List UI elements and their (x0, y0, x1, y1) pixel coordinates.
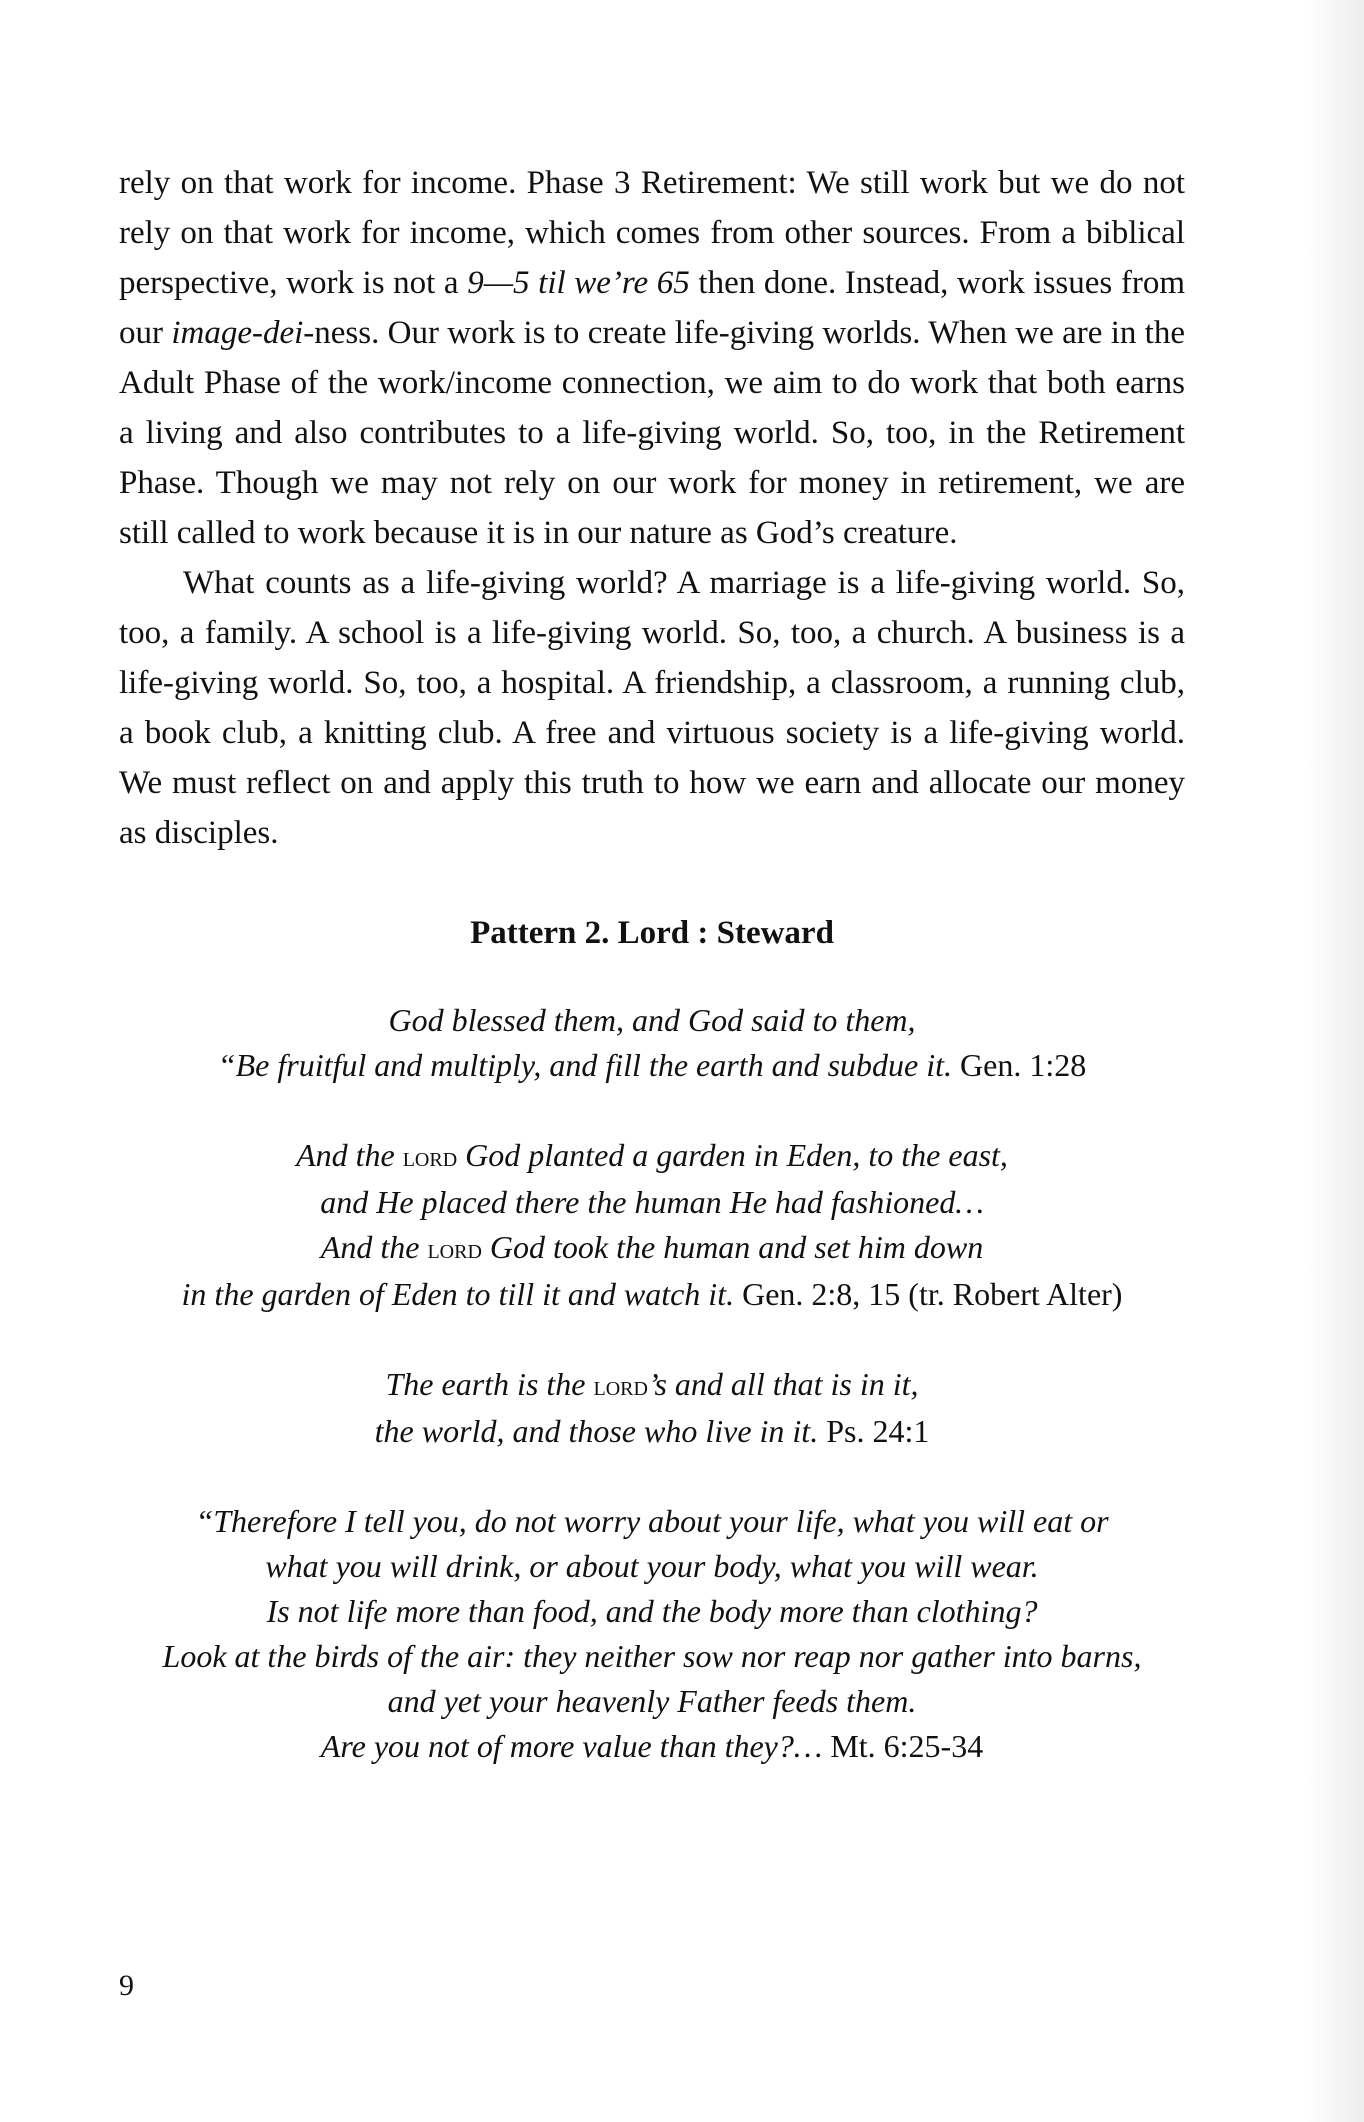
paragraph-work-phases (119, 158, 1185, 558)
small-caps-lord: lord (427, 1233, 482, 1265)
quote-line: And the lord God planted a garden in Eden, to the east, (296, 1137, 1008, 1173)
quote-line: in the garden of Eden to till it and watch it. Gen. 2:8, 15 (tr. Robert Alter) (181, 1276, 1123, 1312)
quote-line: “Therefore I tell you, do not worry about your life, what you will eat or (195, 1503, 1109, 1539)
quote-line: Look at the birds of the air: they neither sow nor reap nor gather into barns, (162, 1638, 1142, 1674)
quote-line: Is not life more than food, and the body more than clothing? (266, 1593, 1038, 1629)
scripture-reference: Gen. 1:28 (952, 1047, 1087, 1083)
quote-line: And the lord God took the human and set him down (320, 1229, 984, 1265)
quote-line: God blessed them, and God said to them, (388, 1002, 916, 1038)
section-heading: Pattern 2. Lord : Steward (470, 915, 834, 951)
paragraph-life-giving-world: What counts as a life-giving world? A marriage is a life-giving world. So, too, a family. A school is a life-giving world. So, too, a church. A business is a life-giving world. So, too, a hospital. A friendship, a classroom, a running club, a book club, a knitting club. A free and virtuous society is a life-giving world. We must reflect on and apply this truth to how we earn and allocate our money as disciples. (119, 565, 1185, 851)
quote-line: The earth is the lord’s and all that is in it, (385, 1366, 919, 1402)
paragraph-text: then done. Instead, work issues from our (119, 265, 1186, 351)
small-caps-lord: lord (402, 1141, 458, 1173)
quote-line: and He placed there the human He had fashioned… (320, 1184, 984, 1220)
italic-phrase: image-dei (171, 315, 304, 351)
quote-line: what you will drink, or about your body, what you will wear. (265, 1548, 1039, 1584)
page-edge-shadow (1304, 0, 1364, 2122)
paragraph-text: -ness. Our work is to create life-giving worlds. When we are in the Adult Phase of the work/income connection, we aim to do work that both earns a living and also contributes to a life-giving world. So, too, in the Retirement Phase. Though we may not rely on our work for money in retirement, we are still called to work because it is in our nature as God’s creature. (119, 315, 1185, 551)
italic-phrase: 9—5 til we’re 65 (467, 265, 690, 301)
page-number: 9 (119, 1969, 134, 2002)
book-page (119, 158, 1185, 1814)
paragraph-text: rely on that work for income. Phase 3 Retirement: We still work but we do not rely on that work for income, which comes from other sources. From a biblical perspective, work is not a (119, 165, 1185, 301)
scripture-reference: Ps. 24:1 (818, 1413, 930, 1449)
small-caps-lord: lord (593, 1370, 648, 1402)
scripture-reference: Gen. 2:8, 15 (tr. Robert Alter) (734, 1276, 1123, 1312)
scripture-quote-matthew (119, 1499, 1185, 1769)
body-text (119, 158, 1185, 858)
scripture-quote-psalm (119, 1362, 1185, 1454)
quote-line: “Be fruitful and multiply, and fill the earth and subdue it. Gen. 1:28 (217, 1047, 1087, 1083)
scripture-reference: Mt. 6:25-34 (822, 1728, 984, 1764)
quote-line: Are you not of more value than they?… Mt. 6:25-34 (320, 1728, 984, 1764)
scripture-quote-genesis-2 (119, 1133, 1185, 1317)
quote-line: the world, and those who live in it. Ps. 24:1 (374, 1413, 930, 1449)
scripture-quote-genesis-1 (119, 998, 1185, 1088)
quote-line: and yet your heavenly Father feeds them. (387, 1683, 917, 1719)
